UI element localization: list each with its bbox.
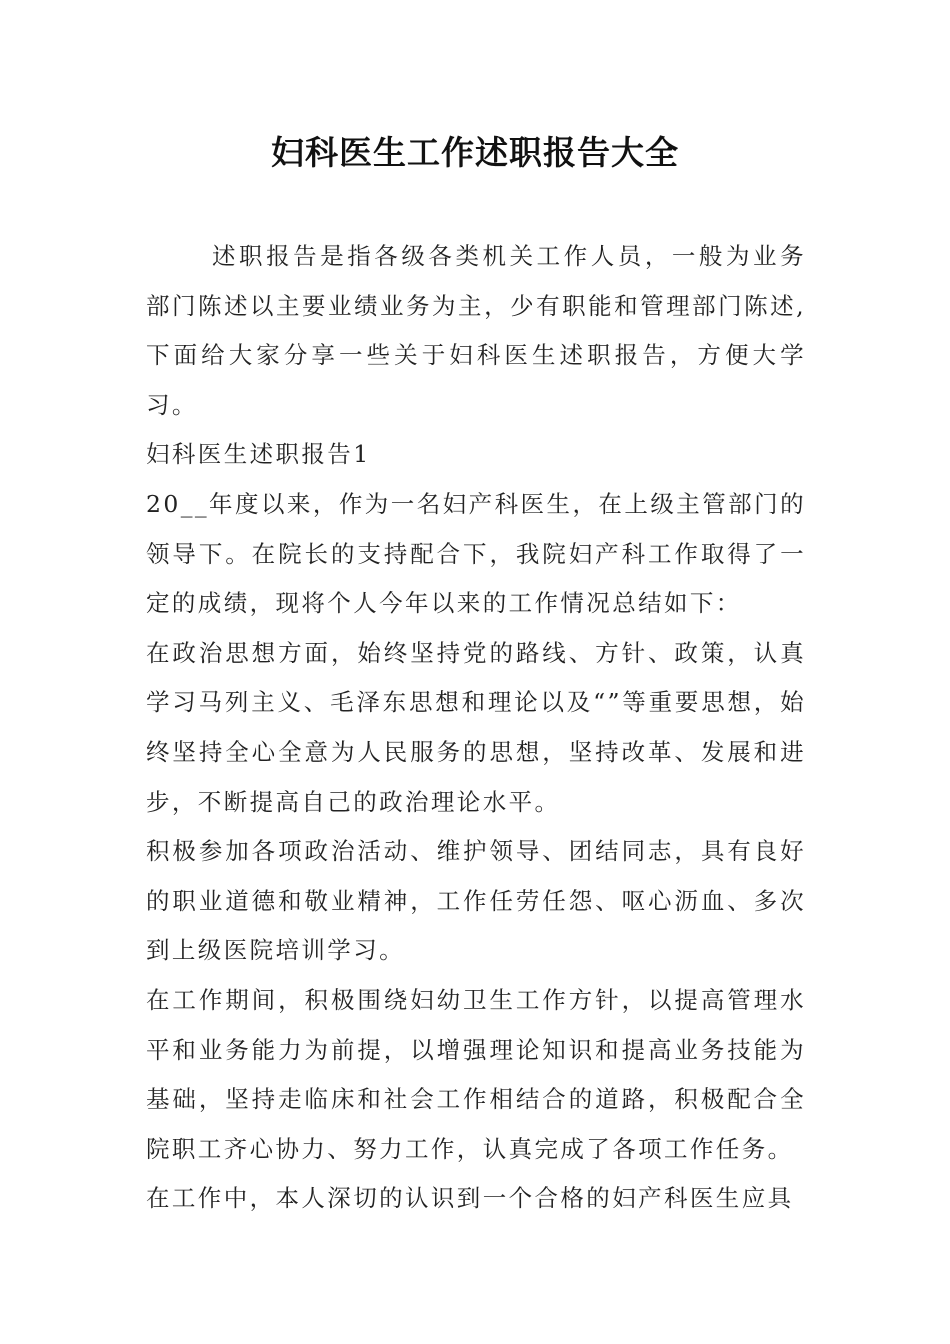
intro-paragraph: 述职报告是指各级各类机关工作人员，一般为业务部门陈述以主要业绩业务为主，少有职能和管理部门陈述,下面给大家分享一些关于妇科医生述职报告，方便大学习。 xyxy=(146,242,806,419)
body-paragraph: 在工作中，本人深切的认识到一个合格的妇产科医生应具 xyxy=(146,1184,794,1213)
section-heading: 妇科医生述职报告1 xyxy=(146,440,371,469)
document-body xyxy=(146,232,806,1224)
body-paragraph: 积极参加各项政治活动、维护领导、团结同志，具有良好的职业道德和敬业精神，工作任劳任怨、呕心沥血、多次到上级医院培训学习。 xyxy=(146,837,806,965)
body-paragraph: 20__年度以来，作为一名妇产科医生，在上级主管部门的领导下。在院长的支持配合下，我院妇产科工作取得了一定的成绩，现将个人今年以来的工作情况总结如下： xyxy=(146,489,806,618)
body-paragraph: 在政治思想方面，始终坚持党的路线、方针、政策，认真学习马列主义、毛泽东思想和理论以及“”等重要思想，始终坚持全心全意为人民服务的思想，坚持改革、发展和进步，不断提高自己的政治理论水平。 xyxy=(146,638,806,816)
body-paragraph: 在工作期间，积极围绕妇幼卫生工作方针，以提高管理水平和业务能力为前提，以增强理论知识和提高业务技能为基础，坚持走临床和社会工作相结合的道路，积极配合全院职工齐心协力、努力工作，认真完成了各项工作任务。 xyxy=(146,985,806,1163)
document-title: 妇科医生工作述职报告大全 xyxy=(271,133,679,172)
